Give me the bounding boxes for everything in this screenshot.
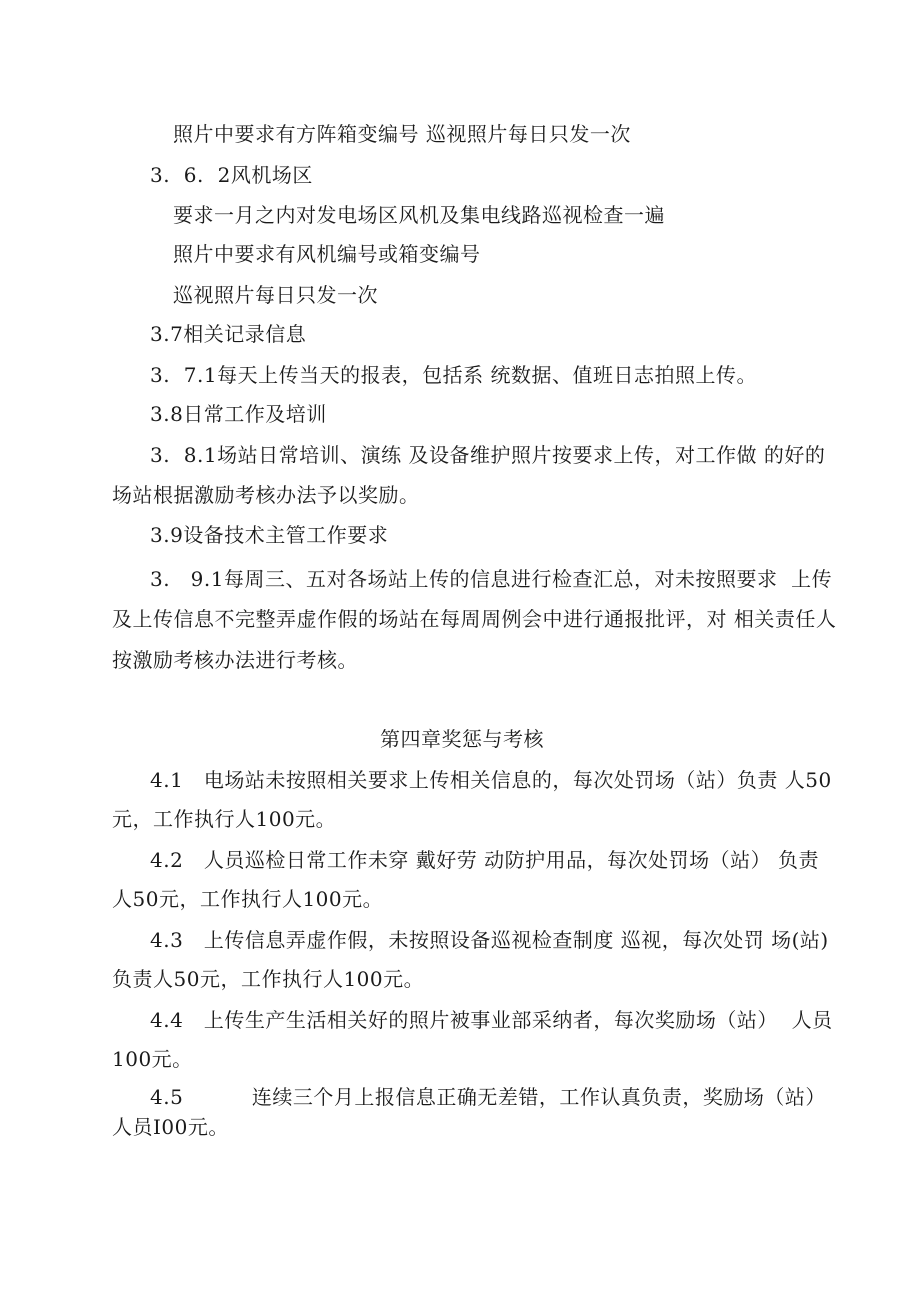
- text-line: 4.4 上传生产生活相关好的照片被事业部采纳者，每次奖励场（站） 人员: [150, 1008, 833, 1032]
- text-line: 4.2 人员巡检日常工作未穿 戴好劳 动防护用品，每次处罚场（站） 负责: [150, 848, 819, 872]
- text-line: 场站根据激励考核办法予以奖励。: [112, 483, 420, 507]
- section-heading: 3.8日常工作及培训: [150, 402, 327, 426]
- text-line: 4.3 上传信息弄虚作假，未按照设备巡视检查制度 巡视，每次处罚 场(站): [150, 928, 829, 952]
- chapter-title: 第四章奖惩与考核: [380, 727, 544, 751]
- section-heading: 3. 6. 2风机场区: [150, 163, 313, 187]
- text-line: 按激励考核办法进行考核。: [112, 648, 358, 672]
- text-line: 人50元，工作执行人100元。: [112, 887, 384, 911]
- text-line: 元，工作执行人100元。: [112, 807, 337, 831]
- text-line: 100元。: [112, 1047, 193, 1071]
- section-heading: 3.7相关记录信息: [150, 322, 307, 346]
- text-line: 负责人50元，工作执行人100元。: [112, 967, 425, 991]
- text-line: 3. 9.1每周三、五对各场站上传的信息进行检查汇总，对未按照要求 上传: [150, 567, 833, 591]
- text-line: 4.1 电场站未按照相关要求上传相关信息的，每次处罚场（站）负责 人50: [150, 768, 832, 792]
- text-line: 照片中要求有方阵箱变编号 巡视照片每日只发一次: [173, 122, 631, 146]
- section-heading: 3.9设备技术主管工作要求: [150, 523, 389, 547]
- text-line: 3. 8.1场站日常培训、演练 及设备维护照片按要求上传，对工作做 的好的: [150, 443, 826, 467]
- text-line: 及上传信息不完整弄虚作假的场站在每周周例会中进行通报批评，对 相关责任人: [112, 607, 837, 631]
- text-line: 3. 7.1每天上传当天的报表，包括系 统数据、值班日志拍照上传。: [150, 363, 757, 387]
- text-line: 人员I00元。: [112, 1115, 229, 1139]
- text-line: 要求一月之内对发电场区风机及集电线路巡视检查一遍: [173, 203, 665, 227]
- text-line: 巡视照片每日只发一次: [173, 283, 378, 307]
- text-line: 照片中要求有风机编号或箱变编号: [173, 242, 481, 266]
- text-line: 4.5 连续三个月上报信息正确无差错，工作认真负责，奖励场（站）: [150, 1085, 826, 1109]
